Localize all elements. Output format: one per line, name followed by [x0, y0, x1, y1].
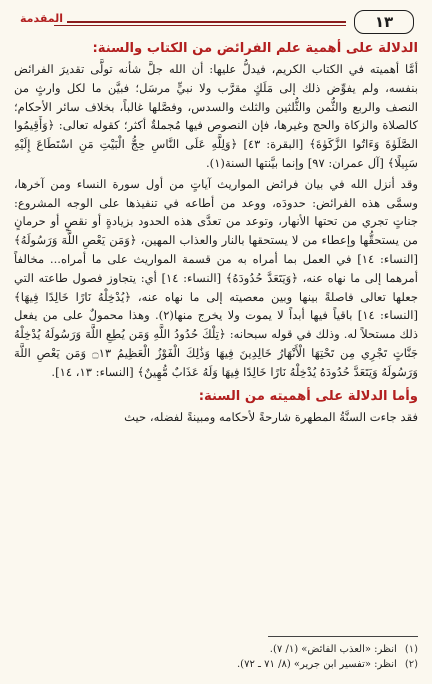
footnote-number: (١) — [404, 644, 418, 655]
footnotes — [14, 642, 418, 672]
page-header — [14, 8, 418, 34]
book-page — [14, 8, 418, 678]
footnote-separator — [268, 636, 418, 637]
footnote-1 — [14, 642, 418, 657]
footnote-2 — [14, 657, 418, 672]
paragraph-2: وقد أنزل الله في بيان فرائض المواريث آياتٍ من أول سورة النساء ومن آخرها، وسمَّى هذه الفرائض: حدودَه، ووعد من أطاعه في تنفيذها على الوجه المشروع: جناتٍ تجري من تحتها الأنهار، وتوعد من تعدَّى هذه الحدود بزيادةٍ أو نقصٍ أو حرمانٍ من يستحقُّها وإعطاء من لا يستحقها بالنار والعذاب المهين، ﴿وَمَن يَعْصِ اللَّهَ وَرَسُولَهُ﴾ [النساء: ١٤] في العمل بما أمراه به من قسمة المواريث على ما أمراه... مخالفاً أمرهما إلى ما نهاه عنه، ﴿وَيَتَعَدَّ حُدُودَهُ﴾ [النساء: ١٤] أي: يتجاوز فصول طاعته التي جعلها تعالى فاصلةً بينها وبين معصيته إلى ما نهاه عنه، ﴿يُدْخِلْهُ نَارًا خَالِدًا فِيهَا﴾ [النساء: ١٤] باقياً فيها أبداً لا يموت ولا يخرج منها(٢). وهذا محمولٌ على من يفعل ذلك مستحلاً له. وذلك في قوله سبحانه: ﴿تِلْكَ حُدُودُ اللَّهِ وَمَن يُطِعِ اللَّهَ وَرَسُولَهُ يُدْخِلْهُ جَنَّاتٍ تَجْرِي مِن تَحْتِهَا الْأَنْهَارُ خَالِدِينَ فِيهَا وَذَٰلِكَ الْفَوْزُ الْعَظِيمُ ۝١٣ وَمَن يَعْصِ اللَّهَ وَرَسُولَهُ وَيَتَعَدَّ حُدُودَهُ يُدْخِلْهُ نَارًا خَالِدًا فِيهَا وَلَهُ عَذَابٌ مُّهِينٌ﴾ [النساء: ١٣، ١٤]. — [14, 176, 418, 379]
footnote-text: انظر: «تفسير ابن جرير» (٨/ ٧١ ـ ٧٢). — [237, 659, 397, 670]
page-number: ١٣ — [354, 10, 414, 34]
header-rule-thin — [54, 25, 346, 26]
heading-quran-sunnah: الدلالة على أهمية علم الفرائض من الكتاب والسنة: — [92, 41, 418, 56]
header-rule — [54, 21, 346, 23]
section-label: المقدمة — [16, 12, 67, 25]
footnote-number: (٢) — [404, 659, 418, 670]
paragraph-1: أمَّا أهميته في الكتاب الكريم، فيدلُّ عليها: أن الله جلَّ شأنه تولَّى تقديرَ الفرائض بنفسه، ولم يفوِّض ذلك إلى مَلَكٍ مقرَّب ولا نبيٍّ مرسَل؛ فبيَّن ما لكل وارثٍ من النصف والربع والثُّمن والثُّلثين والثلث والسدس، وفصَّلها غالباً، بخلاف سائر الأحكام؛ كالصلاة والزكاة والحج وغيرها، فإن النصوص فيها مُجملةٌ أكثر؛ كقوله تعالى: ﴿وَأَقِيمُوا الصَّلَوٰةَ وَءَاتُوا الزَّكَوٰةَ﴾ [البقرة: ٤٣] ﴿وَلِلَّهِ عَلَى النَّاسِ حِجُّ الْبَيْتِ مَنِ اسْتَطَاعَ إِلَيْهِ سَبِيلًا﴾ [آل عمران: ٩٧] وإنما بيَّنتها السنة(١). — [14, 62, 418, 170]
paragraph-3: فقد جاءت السنَّةُ المطهرة شارحةً لأحكامه ومبينةً لفضله، حيث — [124, 409, 418, 424]
footnote-text: انظر: «العذب الفائض» (١/ ٧). — [269, 644, 397, 655]
heading-sunnah: وأما الدلالة على أهميته من السنة: — [198, 388, 418, 404]
